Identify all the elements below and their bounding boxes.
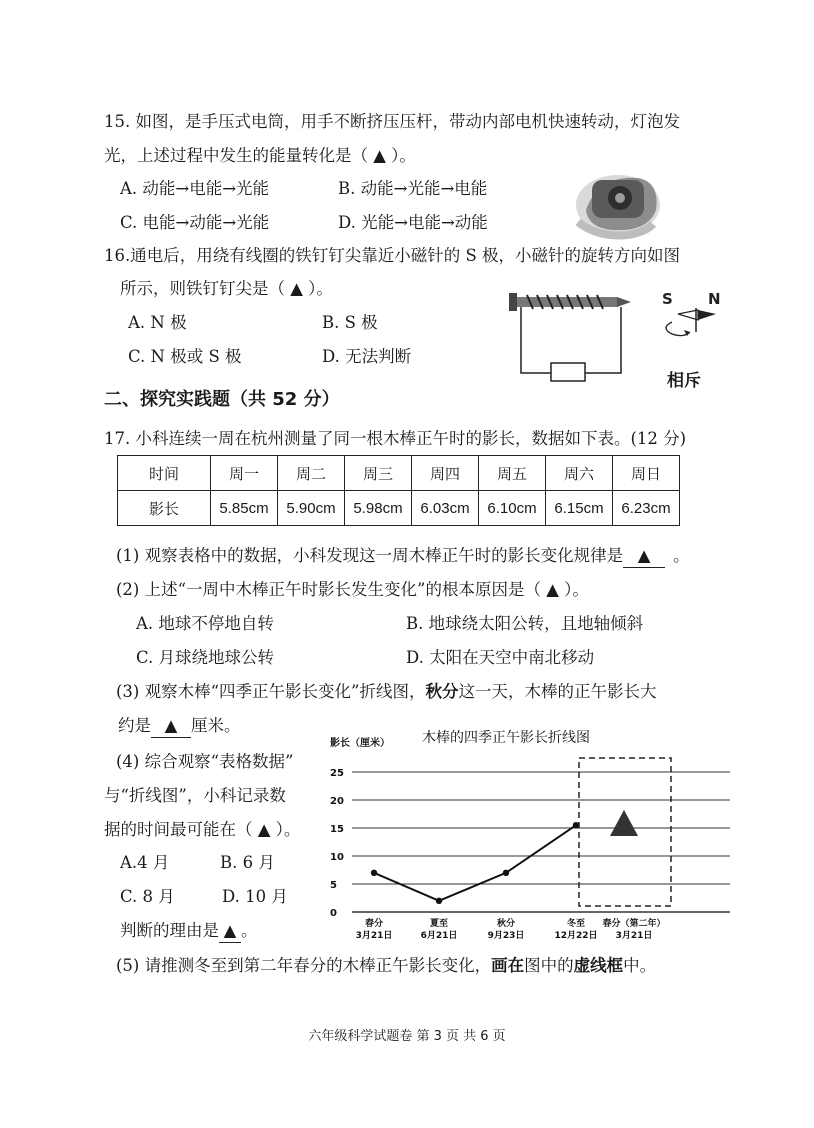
- data-point: [436, 898, 442, 904]
- q17-part4-line2: 与“折线图”，小科记录数: [104, 786, 286, 805]
- y-tick-label: 25: [330, 768, 344, 779]
- q17-part5-text2: 图中的: [524, 956, 574, 975]
- q17-part3-text3: 约是: [118, 716, 151, 735]
- chart-ylabel: 影长（厘米）: [330, 738, 390, 749]
- q17-part4-line3: 据的时间最可能在（ ▲ ）。: [104, 820, 301, 839]
- q15-option-a: A. 动能→电能→光能: [120, 179, 270, 198]
- q17-part2-option-d: D. 太阳在天空中南北移动: [406, 648, 595, 667]
- table-header-label: 时间: [118, 456, 211, 491]
- table-day: 周四: [412, 456, 479, 491]
- x-tick-date: 3月21日: [355, 931, 393, 941]
- q17-part4-end: 。: [241, 921, 258, 940]
- answer-blank: ▲: [151, 715, 191, 738]
- y-tick-label: 20: [330, 796, 344, 807]
- q15-option-d: D. 光能→电能→动能: [338, 213, 488, 232]
- q17-part1-text: (1) 观察表格中的数据，小科发现这一周木棒正午时的影长变化规律是: [116, 546, 624, 565]
- table-cell: 5.85cm: [211, 491, 278, 526]
- q17-part4-option-a: A.4 月: [120, 853, 170, 872]
- x-tick-date: 9月23日: [487, 931, 525, 941]
- table-day: 周三: [345, 456, 412, 491]
- q15-option-b: B. 动能→光能→电能: [338, 179, 488, 198]
- y-tick-label: 15: [330, 824, 344, 835]
- page-footer: 六年级科学试题卷 第 3 页 共 6 页: [308, 1029, 506, 1044]
- x-tick-label: 春分: [364, 919, 384, 929]
- table-cell: 6.23cm: [613, 491, 680, 526]
- q17-part3-bold: 秋分: [425, 682, 459, 701]
- answer-blank: ▲: [623, 545, 665, 568]
- compass-needle-figure: [650, 288, 725, 348]
- table-day: 周六: [546, 456, 613, 491]
- y-tick-label: 0: [330, 908, 337, 919]
- n-pole-label: N: [708, 290, 721, 308]
- q17-part2-option-b: B. 地球绕太阳公转，且地轴倾斜: [406, 614, 644, 633]
- table-row: [118, 491, 680, 526]
- data-point: [371, 870, 377, 876]
- q17-part4-option-b: B. 6 月: [220, 853, 275, 872]
- x-tick-label: 冬至: [566, 919, 586, 929]
- q17-part4-reason: [120, 920, 258, 943]
- table-cell: 6.10cm: [479, 491, 546, 526]
- q17-part1: [116, 545, 690, 568]
- repel-caption: 相斥: [667, 371, 701, 391]
- q17-part3-text: (3) 观察木棒“四季正午影长变化”折线图，: [116, 682, 426, 701]
- table-header-row: [118, 456, 680, 491]
- table-cell: 6.15cm: [546, 491, 613, 526]
- y-tick-label: 5: [330, 880, 337, 891]
- q17-part4-reason-text: 判断的理由是: [120, 921, 219, 940]
- table-cell: 5.98cm: [345, 491, 412, 526]
- nail-coil-circuit-figure: [505, 285, 645, 385]
- q17-part4-line1: (4) 综合观察“表格数据”: [116, 752, 294, 771]
- series-line: [374, 825, 576, 901]
- q17-part5-bold2: 虚线框: [573, 956, 624, 975]
- data-point: [573, 822, 579, 828]
- answer-blank: ▲: [219, 920, 241, 943]
- table-day: 周一: [211, 456, 278, 491]
- q15-line1: 15. 如图，是手压式电筒，用手不断挤压压杆，带动内部电机快速转动，灯泡发: [104, 112, 680, 131]
- shadow-line-chart: [322, 722, 734, 947]
- data-point: [503, 870, 509, 876]
- table-day: 周五: [479, 456, 546, 491]
- x-tick-date: 6月21日: [420, 931, 458, 941]
- q17-part2-option-a: A. 地球不停地自转: [136, 614, 274, 633]
- q17-part5-end: 中。: [623, 956, 657, 975]
- q16-line2: 所示，则铁钉钉尖是（ ▲ ）。: [120, 279, 333, 298]
- y-tick-label: 10: [330, 852, 344, 863]
- q17-part3-line2: [118, 715, 241, 738]
- section2-heading: 二、探究实践题（共 52 分）: [104, 389, 340, 410]
- q16-option-b: B. S 极: [322, 313, 378, 332]
- q17-part3-unit: 厘米。: [191, 716, 241, 735]
- table-day: 周日: [613, 456, 680, 491]
- s-pole-label: S: [662, 290, 673, 308]
- table-row-label: 影长: [118, 491, 211, 526]
- x-tick-label: 夏至: [429, 919, 449, 929]
- x-tick-label: 春分（第二年）: [602, 919, 666, 929]
- x-tick-date: 12月22日: [554, 931, 598, 941]
- q17-part2: (2) 上述“一周中木棒正午时影长发生变化”的根本原因是（ ▲ ）。: [116, 580, 589, 599]
- q17-part4-option-c: C. 8 月: [120, 887, 175, 906]
- q17-part1-end: 。: [673, 546, 690, 565]
- table-cell: 5.90cm: [278, 491, 345, 526]
- q17-part3-line1: [116, 681, 657, 703]
- x-tick-date: 3月21日: [615, 931, 653, 941]
- q17-part5-bold1: 画在: [491, 956, 525, 975]
- shadow-length-table: [117, 455, 680, 526]
- hand-flashlight-image: [568, 150, 663, 240]
- x-tick-label: 秋分: [496, 919, 516, 929]
- q17-part2-option-c: C. 月球绕地球公转: [136, 648, 275, 667]
- q16-option-d: D. 无法判断: [322, 347, 412, 366]
- chart-title: 木棒的四季正午影长折线图: [422, 730, 590, 746]
- q17-part4-option-d: D. 10 月: [222, 887, 288, 906]
- table-day: 周二: [278, 456, 345, 491]
- q17-part5: [116, 955, 656, 977]
- q16-option-a: A. N 极: [128, 313, 187, 332]
- answer-marker-triangle: [610, 810, 638, 836]
- q17-intro: 17. 小科连续一周在杭州测量了同一根木棒正午时的影长，数据如下表。(12 分): [104, 429, 687, 448]
- table-cell: 6.03cm: [412, 491, 479, 526]
- q16-option-c: C. N 极或 S 极: [128, 347, 242, 366]
- q16-line1: 16.通电后，用绕有线圈的铁钉钉尖靠近小磁针的 S 极，小磁针的旋转方向如图: [104, 246, 681, 265]
- q15-option-c: C. 电能→动能→光能: [120, 213, 270, 232]
- q15-line2: 光，上述过程中发生的能量转化是（ ▲ ）。: [104, 146, 416, 165]
- q17-part3-text2: 这一天，木棒的正午影长大: [458, 682, 657, 701]
- q17-part5-text: (5) 请推测冬至到第二年春分的木棒正午影长变化，: [116, 956, 492, 975]
